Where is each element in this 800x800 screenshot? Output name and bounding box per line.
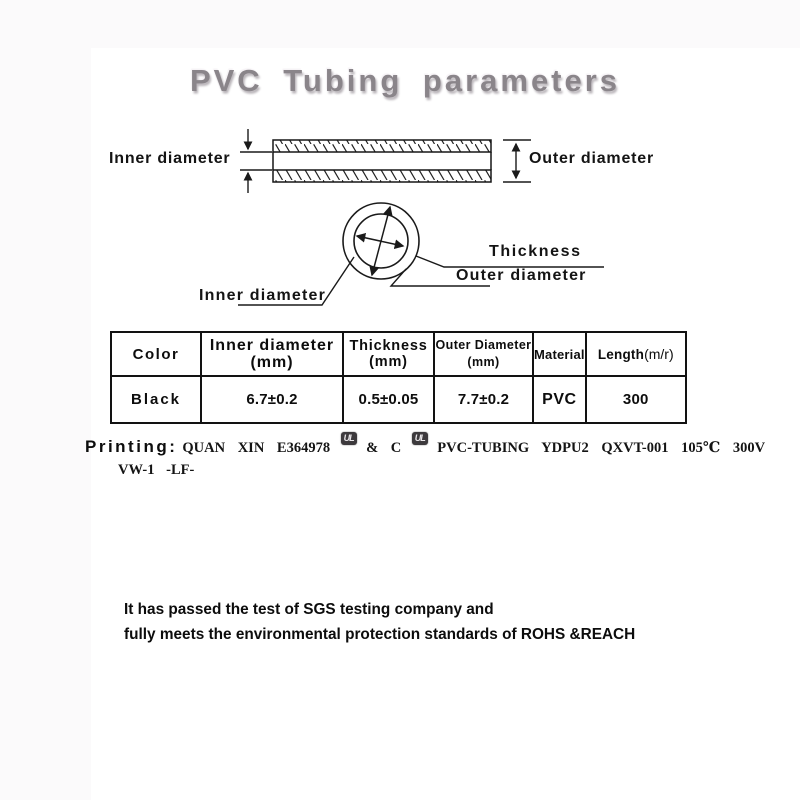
printing-line (85, 433, 766, 457)
cell-length: 300 (586, 376, 686, 423)
ul-icon-text: UL (343, 433, 354, 443)
cell-material: PVC (533, 376, 586, 423)
cross-outer-diameter-label: Outer diameter (456, 267, 587, 284)
spec-table-header-row (111, 332, 686, 376)
printing-line-2: VW-1 -LF- (118, 462, 195, 478)
certification-statement (124, 597, 635, 647)
tubing-diagrams (0, 0, 800, 340)
header-inner-diameter (201, 332, 343, 376)
ul-certification-icon (412, 432, 428, 445)
cell-thickness: 0.5±0.05 (343, 376, 434, 423)
ul-certification-icon (341, 432, 357, 445)
header-material: Material (533, 332, 586, 376)
cell-inner-diameter: 6.7±0.2 (201, 376, 343, 423)
tube-side-view (240, 129, 531, 193)
header-outer-diameter-line2: (mm) (467, 355, 500, 369)
printing-segment-1: QUAN XIN E364978 (182, 440, 331, 456)
header-thickness-line1: Thickness (349, 338, 428, 354)
header-inner-diameter-line1: Inner diameter (209, 337, 335, 354)
cell-color: Black (111, 376, 201, 423)
header-length (586, 332, 686, 376)
ul-icon-text: UL (414, 433, 425, 443)
header-length-text: Length (597, 347, 645, 362)
spec-table-data-row (111, 376, 686, 423)
tube-top-wall (273, 140, 491, 152)
header-color: Color (111, 332, 201, 376)
printing-label: Printing: (85, 437, 178, 456)
spec-table (110, 331, 687, 424)
tube-bottom-wall (273, 170, 491, 182)
printing-segment-2: & C (366, 440, 402, 456)
certification-line1: It has passed the test of SGS testing company and (124, 601, 494, 618)
cell-outer-diameter: 7.7±0.2 (434, 376, 533, 423)
cross-inner-diameter-label: Inner diameter (199, 287, 327, 304)
header-outer-diameter-line1: Outer Diameter (435, 338, 532, 352)
header-outer-diameter (434, 332, 533, 376)
header-thickness (343, 332, 434, 376)
side-outer-diameter-label: Outer diameter (529, 150, 655, 167)
side-inner-diameter-label: Inner diameter (109, 150, 231, 167)
inner-diameter-dimension (240, 129, 272, 193)
page-title: PVC Tubing parameters (189, 63, 621, 98)
header-inner-diameter-line2: (mm) (250, 354, 294, 371)
header-length-unit: (m/r) (644, 346, 674, 362)
printing-segment-3: PVC-TUBING YDPU2 QXVT-001 105℃ 300V (437, 440, 766, 456)
certification-line2: fully meets the environmental protection standards of ROHS &REACH (124, 626, 636, 643)
outer-diameter-dimension (503, 140, 531, 182)
header-thickness-line2: (mm) (369, 354, 408, 370)
cross-thickness-label: Thickness (489, 243, 582, 260)
